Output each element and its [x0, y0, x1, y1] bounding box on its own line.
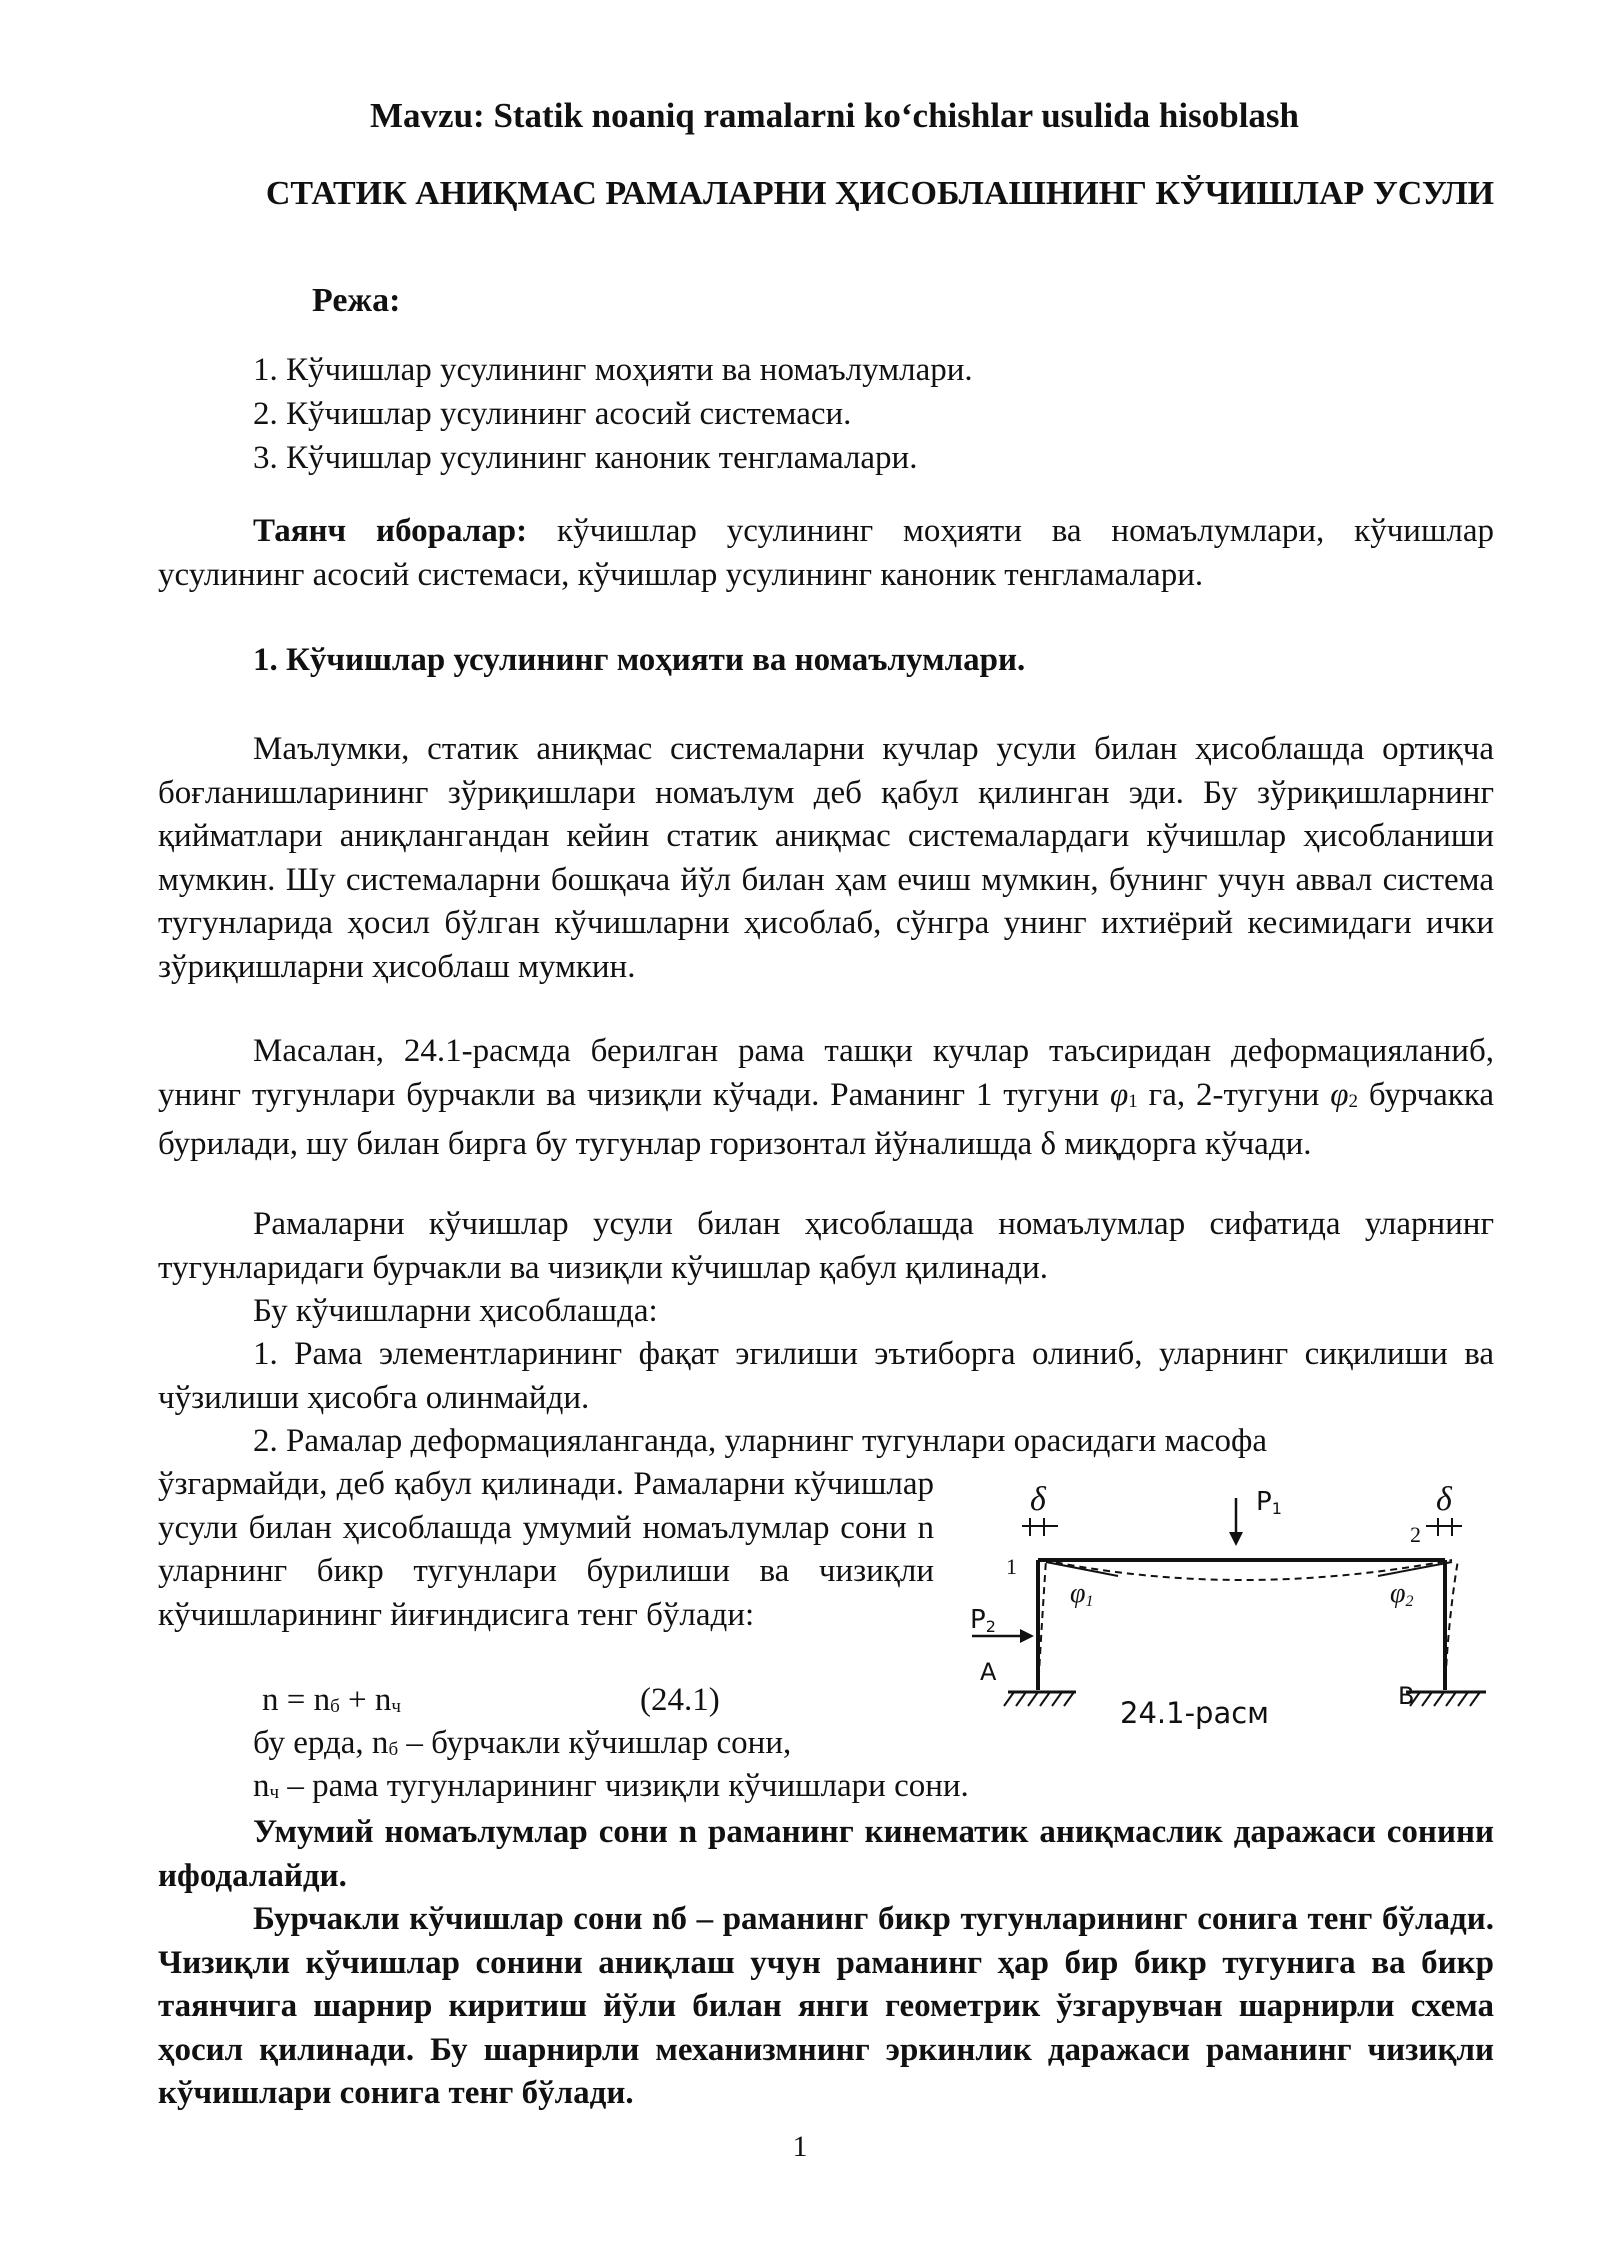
where-subscript: ч — [269, 1782, 280, 1803]
phi-symbol: φ — [1330, 1076, 1349, 1113]
deformed-beam — [1044, 1560, 1452, 1580]
plan-item: 3. Кўчишлар усулининг каноник тенгламалари. — [253, 440, 918, 476]
paragraph-2-text: Масалан, 24.1-расмда берилган рама ташқи кучлар таъсиридан деформацияланиб, унинг тугунлари бурчакли ва чизиқли кўчади. Раманинг 1 тугуни — [158, 1033, 1494, 1113]
formula-text: + n — [339, 1682, 392, 1718]
support-a-hatching — [1004, 1692, 1074, 1706]
phi1-label: φ1 — [1070, 1578, 1094, 1610]
where-text: n — [253, 1768, 270, 1804]
section-heading: 1. Кўчишлар усулининг моҳияти ва номаълумлари. — [253, 642, 1026, 678]
load-p1-label: P1 — [1256, 1487, 1282, 1518]
figure-caption: 24.1-расм — [1120, 1696, 1270, 1730]
where-line-2 — [253, 1768, 969, 1805]
support-b-hatching — [1410, 1692, 1480, 1706]
support-a-label: A — [980, 1658, 997, 1686]
where-text: – бурчакли кўчишлар сони, — [398, 1725, 792, 1761]
phi-subscript: 1 — [1128, 1090, 1138, 1112]
formula-subscript: б — [330, 1696, 340, 1717]
where-subscript: б — [388, 1739, 399, 1760]
delta-right-label: δ — [1436, 1481, 1452, 1518]
plan-item: 1. Кўчишлар усулининг моҳияти ва номаълумлари. — [253, 352, 973, 388]
where-text: – рама тугунларининг чизиқли кўчишлари сони. — [279, 1768, 969, 1804]
formula-text: n = n — [262, 1682, 331, 1718]
plan-heading: Режа: — [312, 282, 401, 319]
phi-subscript: 2 — [1348, 1090, 1358, 1112]
load-p2-label: P2 — [970, 1605, 996, 1636]
keywords-text: кўчишлар усулининг моҳияти ва номаълумлари, кўчишлар усулининг асосий системаси, кўчишлар усулининг каноник тенгламалари. — [158, 513, 1494, 593]
page-title: СТАТИК АНИҚМАС РАМАЛАРНИ ҲИСОБЛАШНИНГ КЎЧИШЛАР УСУЛИ — [265, 175, 1495, 212]
formula-24-1 — [262, 1682, 401, 1719]
where-line-1 — [253, 1725, 791, 1762]
delta-left-label: δ — [1030, 1481, 1046, 1518]
keywords-label: Таянч иборалар: — [253, 513, 528, 549]
paragraph-8: Бурчакли кўчишлар сони nб – раманинг бикр тугунларининг сонига тенг бўлади. Чизиқли кўчишлар сонини аниқлаш учун раманинг ҳар бир бикр тугунига ва бикр таянчига шарнир киритиш йўли билан янги геометрик ўзгарувчан шарнирли схема ҳосил қилинади. Бу шарнирли механизмнинг эркинлик даражаси раманинг чизиқли кўчишлари сонига тенг бўлади. — [158, 1901, 1494, 2111]
node-2-label: 2 — [1410, 1522, 1421, 1547]
keywords-paragraph — [158, 510, 1494, 597]
where-text: бу ерда, n — [253, 1725, 389, 1761]
paragraph-6-rest: ўзгармайди, деб қабул қилинади. Рамаларни кўчишлар усули билан ҳисоблашда умумий номаълумлар сони n уларнинг бикр тугунлари бурилиши ва чизиқли кўчишларининг йиғиндисига тенг бўлади: — [158, 1466, 934, 1633]
phi2-label: φ2 — [1390, 1578, 1414, 1610]
paragraph-6-first-line: 2. Рамалар деформацияланганда, уларнинг тугунлари орасидаги масофа — [253, 1423, 1267, 1459]
formula-number: (24.1) — [640, 1682, 720, 1718]
paragraph-2-text: бурчакка бурилади, шу билан бирга бу тугунлар горизонтал йўналишда δ миқдорга кўчади. — [158, 1076, 1495, 1162]
plan-item: 2. Кўчишлар усулининг асосий системаси. — [253, 396, 852, 432]
topic-line: Mavzu: Statik noaniq ramalarni ko‘chishlar usulida hisoblash — [370, 96, 1300, 135]
phi-symbol: φ — [1110, 1076, 1129, 1113]
paragraph-2 — [158, 1030, 1494, 1167]
rotation-line-left — [1046, 1562, 1118, 1576]
load-p1-arrowhead — [1229, 1532, 1243, 1546]
paragraph-7: Умумий номаълумлар сони n раманинг кинематик аниқмаслик даражаси сонини ифодалайди. — [158, 1814, 1494, 1894]
load-p2-arrowhead — [1020, 1629, 1034, 1643]
paragraph-3: Рамаларни кўчишлар усули билан ҳисоблашда номаълумлар сифатида уларнинг тугунларидаги бурчакли ва чизиқли кўчишлар қабул қилинади. — [158, 1206, 1494, 1286]
plan-list — [253, 348, 973, 480]
paragraph-2-text: га, 2-тугуни — [1137, 1076, 1331, 1113]
formula-subscript: ч — [391, 1696, 401, 1717]
paragraph-4: Бу кўчишларни ҳисоблашда: — [253, 1293, 658, 1329]
page-number: 1 — [792, 2130, 808, 2163]
rotation-line-right — [1378, 1562, 1452, 1576]
paragraph-1: Маълумки, статик аниқмас системаларни кучлар усули билан ҳисоблашда ортиқча боғланишларининг зўриқишлари номаълум деб қабул қилинган эди. Бу зўриқишларнинг қийматлари аниқлангандан кейин статик аниқмас системалардаги кўчишлар ҳисобланиши мумкин. Шу системаларни бошқача йўл билан ҳам ечиш мумкин, бунинг учун аввал система тугунларида ҳосил бўлган кўчишларни ҳисоблаб, сўнгра унинг ихтиёрий кесимидаги ички зўриқишларни ҳисоблаш мумкин. — [158, 731, 1494, 985]
node-1-label: 1 — [1006, 1554, 1017, 1579]
paragraph-5: 1. Рама элементларининг фақат эгилиши эътиборга олиниб, уларнинг сиқилиши ва чўзилиши ҳисобга олинмайди. — [158, 1336, 1494, 1416]
support-b-label: B — [1398, 1682, 1415, 1710]
